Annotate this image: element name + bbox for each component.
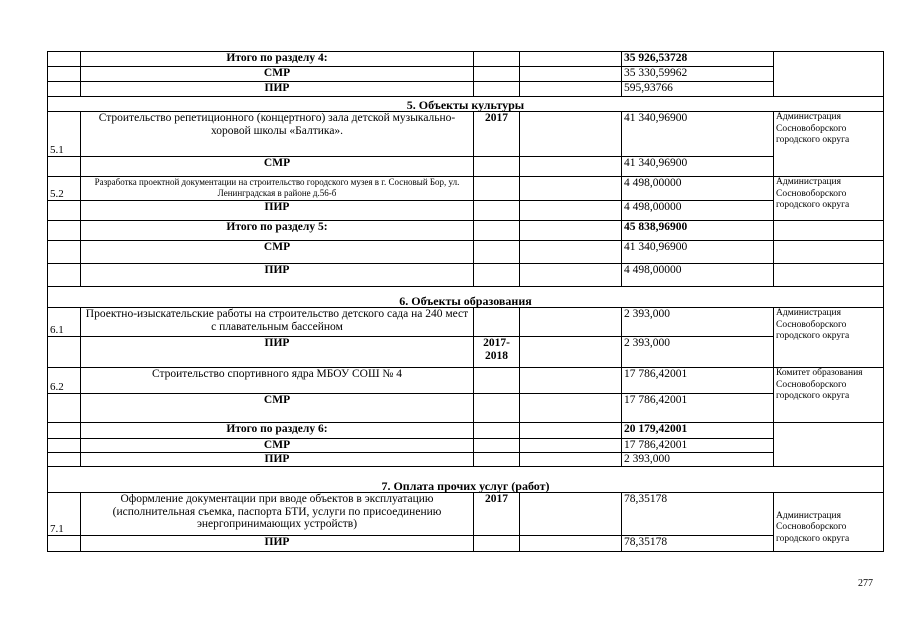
section-title: 6. Объекты образования	[48, 287, 884, 308]
row-sum: 595,93766	[622, 82, 774, 97]
row-sum: 35 330,59962	[622, 67, 774, 82]
table-row	[48, 308, 884, 337]
table-row	[48, 67, 884, 82]
table-row	[48, 221, 884, 241]
row-sum: 78,35178	[622, 493, 774, 536]
row-sum: 20 179,42001	[622, 423, 774, 439]
row-year: 2017	[474, 493, 520, 536]
table-row	[48, 82, 884, 97]
row-org: Администрация Сосновоборского городского округа	[774, 177, 884, 221]
table-row	[48, 112, 884, 157]
row-year: 2017-2018	[474, 337, 520, 368]
table-row	[48, 264, 884, 287]
table-row	[48, 241, 884, 264]
row-name: ПИР	[81, 536, 474, 552]
row-sum: 41 340,96900	[622, 241, 774, 264]
row-name: Итого по разделу 4:	[81, 52, 474, 67]
row-sum: 17 786,42001	[622, 368, 774, 394]
row-sum: 45 838,96900	[622, 221, 774, 241]
row-name: СМР	[81, 67, 474, 82]
row-name: ПИР	[81, 264, 474, 287]
row-org: Администрация Сосновоборского городского округа	[774, 308, 884, 368]
row-org: Администрация Сосновоборского городского округа	[774, 493, 884, 552]
row-name: ПИР	[81, 453, 474, 467]
row-number: 6.2	[48, 368, 81, 394]
row-name: ПИР	[81, 201, 474, 221]
row-sum: 2 393,000	[622, 308, 774, 337]
row-name: Проектно-изыскательские работы на строительство детского сада на 240 мест с плавательным бассейном	[81, 308, 474, 337]
section-title: 5. Объекты культуры	[48, 97, 884, 112]
row-name: Итого по разделу 6:	[81, 423, 474, 439]
budget-table	[47, 51, 884, 552]
section-header	[48, 287, 884, 308]
table-row	[48, 536, 884, 552]
table-row	[48, 201, 884, 221]
row-sum: 35 926,53728	[622, 52, 774, 67]
table-row	[48, 52, 884, 67]
row-year: 2017	[474, 112, 520, 157]
row-org: Комитет образования Сосновоборского городского округа	[774, 368, 884, 423]
table-row	[48, 453, 884, 467]
row-name: Оформление документации при вводе объектов в эксплуатацию (исполнительная съемка, паспорта БТИ, услуги по присоединению энергопринимающих устройств)	[81, 493, 474, 536]
row-sum: 17 786,42001	[622, 439, 774, 453]
row-name: ПИР	[81, 337, 474, 368]
table-row	[48, 493, 884, 536]
row-sum: 2 393,000	[622, 453, 774, 467]
section-header	[48, 97, 884, 112]
row-name: Разработка проектной документации на строительство городского музея в г. Сосновый Бор, ул. Ленинградская в районе д.56-б	[81, 177, 474, 201]
table-row	[48, 423, 884, 439]
table-row	[48, 368, 884, 394]
row-name: ПИР	[81, 82, 474, 97]
row-number: 5.2	[48, 177, 81, 201]
section-title: 7. Оплата прочих услуг (работ)	[48, 467, 884, 493]
row-sum: 4 498,00000	[622, 264, 774, 287]
row-sum: 17 786,42001	[622, 394, 774, 423]
table-row	[48, 439, 884, 453]
row-name: СМР	[81, 394, 474, 423]
row-name: Строительство репетиционного (концертного) зала детской музыкально-хоровой школы «Балтика».	[81, 112, 474, 157]
table-row	[48, 157, 884, 177]
row-number: 6.1	[48, 308, 81, 337]
table-row	[48, 337, 884, 368]
row-number: 5.1	[48, 112, 81, 157]
table-row	[48, 394, 884, 423]
table-row	[48, 177, 884, 201]
row-sum: 4 498,00000	[622, 177, 774, 201]
row-sum: 78,35178	[622, 536, 774, 552]
section-header	[48, 467, 884, 493]
row-number: 7.1	[48, 493, 81, 536]
row-name: Строительство спортивного ядра МБОУ СОШ № 4	[81, 368, 474, 394]
row-sum: 4 498,00000	[622, 201, 774, 221]
row-sum: 41 340,96900	[622, 112, 774, 157]
row-name: Итого по разделу 5:	[81, 221, 474, 241]
page-number: 277	[858, 578, 873, 589]
row-org: Администрация Сосновоборского городского округа	[774, 112, 884, 177]
row-name: СМР	[81, 157, 474, 177]
row-sum: 41 340,96900	[622, 157, 774, 177]
row-name: СМР	[81, 439, 474, 453]
row-name: СМР	[81, 241, 474, 264]
row-sum: 2 393,000	[622, 337, 774, 368]
